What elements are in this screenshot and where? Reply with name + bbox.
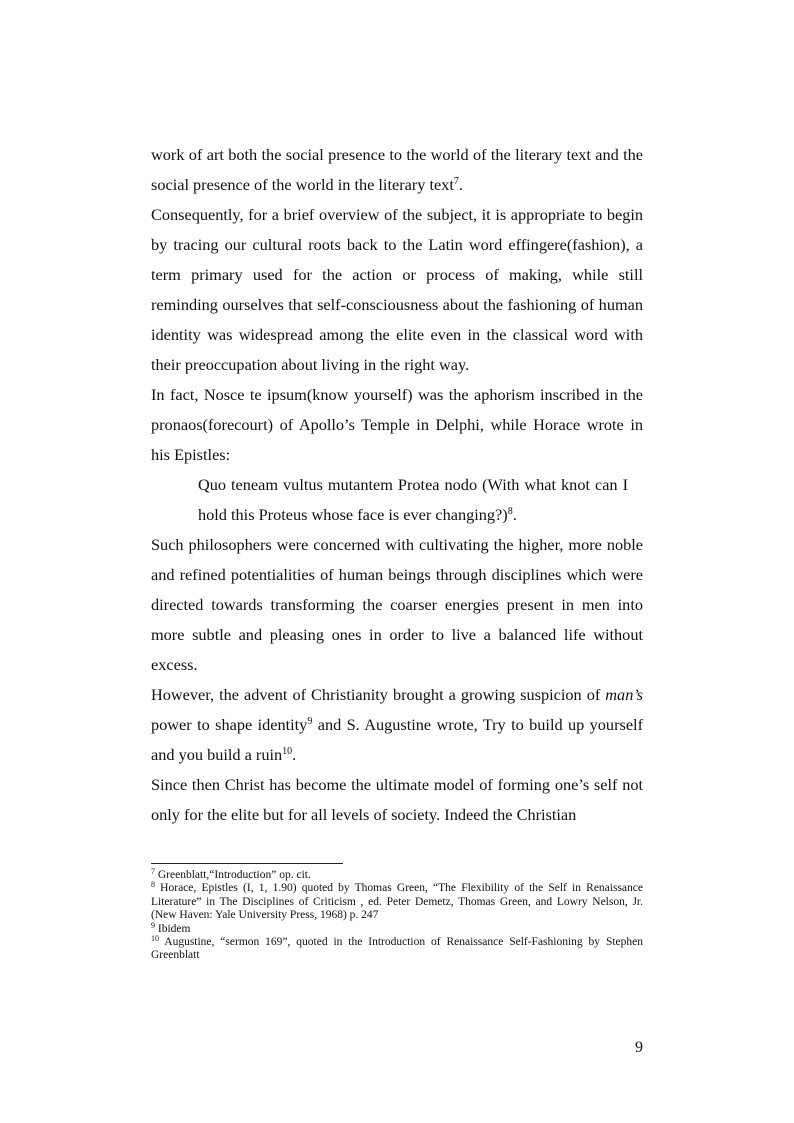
footnote-8: $^8$ Horace, Epistles (I, 1, 1.90) quoted by Thomas Green, “The Flexibility of the Self in Renaissance Literature” in The Disciplines of Criticism , ed. Peter Demetz, Thomas Green, and Lowry Nelson, Jr. (New Haven: Yale University Press, 1968) p. 247: [151, 880, 643, 922]
footnote-9: $^9$ Ibidem: [151, 920, 191, 935]
emphasis-mans: man’s: [605, 685, 643, 704]
paragraph-2: Consequently, for a brief overview of the subject, it is appropriate to begin by tracing our cultural roots back to the Latin word effingere(fashion), a term primary used for the action or process of making, while still reminding ourselves that self-consciousness about the fashioning of human identity was widespread among the elite even in the classical word with their preoccupation about living in the right way.: [151, 205, 643, 374]
paragraph-7: Since then Christ has become the ultimate model of forming one’s self not only for the elite but for all levels of society. Indeed the Christian: [151, 775, 643, 824]
paragraph-1: work of art both the social presence to the world of the literary text and the social presence of the world in the literary text$^7$.: [151, 145, 643, 194]
paragraph-6: However, the advent of Christianity brought a growing suspicion of man’s power to shape identity$^9$ and S. Augustine wrote, Try to build up yourself and you build a ruin$^{10}$.: [151, 685, 644, 764]
page-number: 9: [635, 1039, 643, 1056]
footnote-7: $^7$ Greenblatt,“Introduction” op. cit.: [151, 867, 311, 881]
footnote-10: $^{10}$ Augustine, “sermon 169”, quoted in the Introduction of Renaissance Self-Fashioning by Stephen Greenblatt: [151, 934, 643, 962]
footnote-separator: [151, 863, 343, 864]
footnotes: [151, 869, 643, 963]
body-text: [151, 140, 643, 830]
footnote-ref-7[interactable]: 7: [453, 176, 459, 187]
footnote-ref-10[interactable]: 10: [282, 746, 293, 757]
block-quote: Quo teneam vultus mutantem Protea nodo (With what knot can I hold this Proteus whose face is ever changing?)$^8$.: [198, 475, 628, 524]
paragraph-5: Such philosophers were concerned with cultivating the higher, more noble and refined potentialities of human beings through disciplines which were directed towards transforming the coarser energies present in men into more subtle and pleasing ones in order to live a balanced life without excess.: [151, 535, 643, 674]
footnote-ref-8[interactable]: 8: [507, 506, 513, 517]
footnote-ref-9[interactable]: 9: [307, 716, 313, 727]
paragraph-3: In fact, Nosce te ipsum(know yourself) was the aphorism inscribed in the pronaos(forecourt) of Apollo’s Temple in Delphi, while Horace wrote in his Epistles:: [151, 385, 643, 464]
